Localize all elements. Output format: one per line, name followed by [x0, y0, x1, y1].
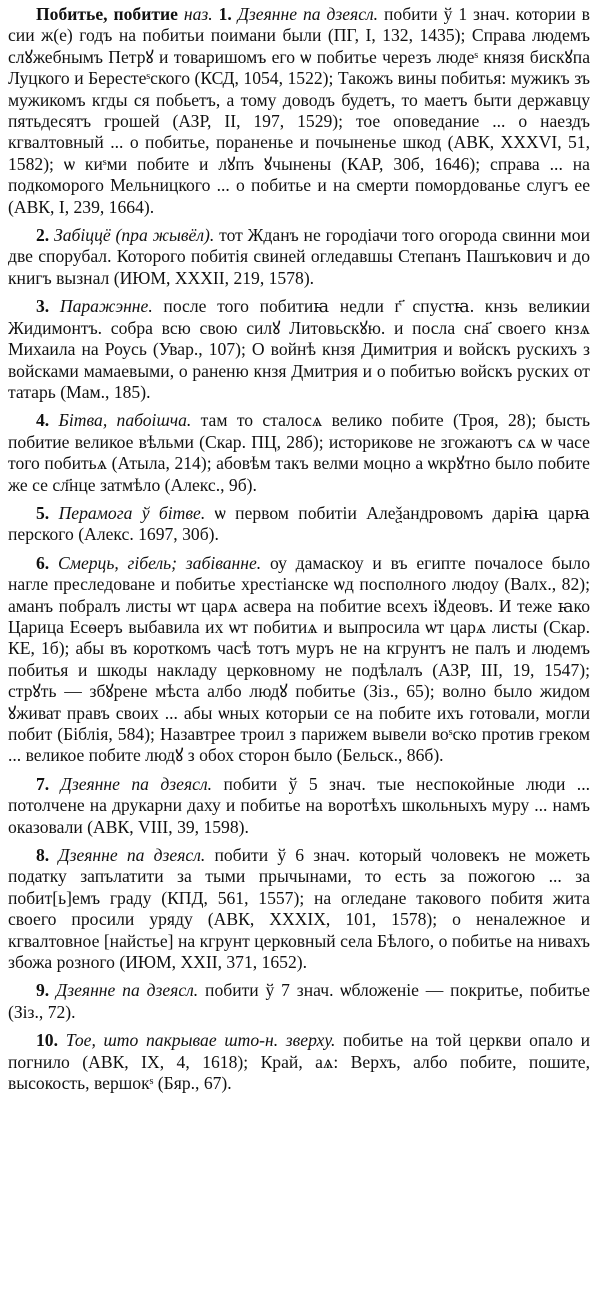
- sense-number: 1.: [218, 4, 232, 24]
- sense-number: 7.: [36, 773, 50, 794]
- sense-1: [8, 4, 590, 218]
- sense-4: [8, 410, 590, 496]
- sense-definition: Дзеянне па дзеясл.: [56, 980, 199, 1001]
- sense-number: 4.: [36, 410, 50, 431]
- sense-definition: Тое, што пакрывае што-н. зверху.: [65, 1030, 336, 1051]
- sense-3: [8, 296, 590, 403]
- sense-citations: побити ў 6 знач. который чоловекъ не можеть податку запълатити за тыми прычынами, то есть за пожогою ... за побит[ь]емъ граду (КПД, 561, 1557); на огледане такового побитя жита своего просили уряду (АВК, XXXIX, 101, 1578); о неналежное и кгвалтовное [найстье] на кгрунт церковный села Бѣлого, о побитье на нивахъ збожа розного (ИЮМ, XXII, 371, 1652).: [8, 845, 590, 973]
- sense-citations: оу дамаскоу и въ египте почалосе было нагле преследоване и побитье хрестіанске ѡд посполного людоу (Валх., 82); аманъ побралъ листы ѡт царѧ асвера на побитие всехъ іꙋдеовъ. И теже ꙗко Царица Есѳеръ выбавила их ѡт побитиѧ и выпросила ѡт царѧ листы (Скар. КЕ, 1б); абы въ короткомъ часѣ тотъ муръ не на кгрунтъ не палъ и людемъ побитья и шкоды накладу церковному не подѣлалъ (АЗР, III, 19, 1547); стрꙋть — збꙋрене мѣста албо людꙋ побитье (Зіз., 65); волно было жидом ꙋживат правъ своих ... абы ѡных которыи се на побите ихъ готовали, могли побит (Біблія, 584); Назавтрее троил з парижем вывели воˢско против греком ... великое побите людꙋ з обох сторон было (Бельск., 86б).: [8, 552, 590, 766]
- sense-citations: побити ў 1 знач. котории в сии ж(е) годъ на побитьи поимани были (ПГ, I, 132, 1435); Справа людемъ слꙋжебнымъ Петрꙋ и товаришомъ его ѡ побитье черезъ людеˢ князя бискꙋпа Луцкого и Берестеˢского (КСД, 1054, 1522); Такожъ вины побитья: мужикъ зъ мужикомъ кгды ся побьетъ, а тому доводъ будетъ, то маетъ быти державцу пятьдесятъ грошей (АЗР, II, 197, 1529); тое оповедание ... о наездъ кгвалтовный ... о побитье, пораненье и почыненье шкод (АВК, XXXVI, 51, 1582); ѡ киˢми побите и лꙋпъ ꙋчынены (КАР, 30б, 1646); справа ... на подкоморого Мельницкого ... о побитье и на смерти помордованье слугъ ее (АВК, I, 239, 1664).: [8, 4, 590, 217]
- sense-definition: Дзеянне па дзеясл.: [237, 4, 379, 24]
- sense-7: [8, 774, 590, 838]
- sense-citations: побити ў 7 знач. ѡбложеніе — покритье, побитье (Зіз., 72).: [8, 980, 590, 1022]
- headword: Побитье, побитие: [36, 4, 178, 24]
- sense-definition: Дзеянне па дзеясл.: [58, 845, 206, 866]
- sense-10: [8, 1030, 590, 1094]
- sense-9: [8, 980, 590, 1023]
- sense-6: [8, 553, 590, 767]
- sense-definition: Бітва, пабоішча.: [58, 410, 192, 431]
- sense-number: 5.: [36, 502, 50, 523]
- sense-definition: Перамога ў бітве.: [58, 502, 206, 523]
- sense-citations: ѡ первом побитіи Алеѯандровомъ даріꙗ царꙗ перского (Алекс. 1697, 30б).: [8, 502, 590, 545]
- sense-definition: Паражэнне.: [59, 296, 153, 317]
- sense-citations: там то сталосѧ велико побите (Троя, 28); бысть побитие великое вѣльми (Скар. ПЦ, 28б); историкове не згожаютъ сѧ ѡ часе того побитьѧ (Атыла, 214); абовѣм такъ велми моцно а ѡкрꙋтно было побите же се сл҃нце затмѣло (Алекс., 9б).: [8, 410, 590, 495]
- sense-number: 6.: [36, 552, 50, 573]
- sense-5: [8, 503, 590, 546]
- sense-definition: Забіццё (пра жывёл).: [54, 225, 215, 246]
- sense-number: 10.: [36, 1030, 58, 1051]
- sense-definition: Дзеянне па дзеясл.: [60, 773, 213, 794]
- sense-2: [8, 225, 590, 289]
- sense-citations: побитье на той церкви опало и погнило (АВК, IX, 4, 1618); Край, аѧ: Верхъ, албо побите, пошите, высокость, вершокˢ (Бяр., 67).: [8, 1030, 590, 1094]
- sense-citations: после того побитиꙗ недли г҃ спустꙗ. кнзь великии Жидимонтъ. собра всю свою силꙋ Литовьскꙋю. и посла сна҃ своего кнзѧ Михаила на Роусь (Увар., 107); О войнѣ кнзя Димитрия и войскъ рускихъ з войсками мамаевыми, о раненю кнзя Дмитрия и о побитью войскъ руских от татарь (Мам., 185).: [8, 296, 590, 402]
- sense-citations: тот Жданъ не городіачи того огорода свинни мои две спорубал. Которого побитія свиней огледавшы Степанъ Пашъкович и до книгъ вызнал (ИЮМ, XXXII, 219, 1578).: [8, 225, 590, 288]
- part-of-speech: наз.: [183, 4, 213, 24]
- sense-citations: побити ў 5 знач. тые неспокойные люди ... потолчене на друкарни даху и побитье на воротѣхъ школьныхъ муру ... намъ оказовали (АВК, VIII, 39, 1598).: [8, 773, 590, 837]
- sense-number: 3.: [36, 296, 50, 317]
- sense-8: [8, 845, 590, 973]
- sense-number: 8.: [36, 845, 50, 866]
- sense-number: 2.: [36, 225, 50, 246]
- sense-number: 9.: [36, 980, 50, 1001]
- sense-definition: Смерць, гібель; забіванне.: [57, 552, 262, 573]
